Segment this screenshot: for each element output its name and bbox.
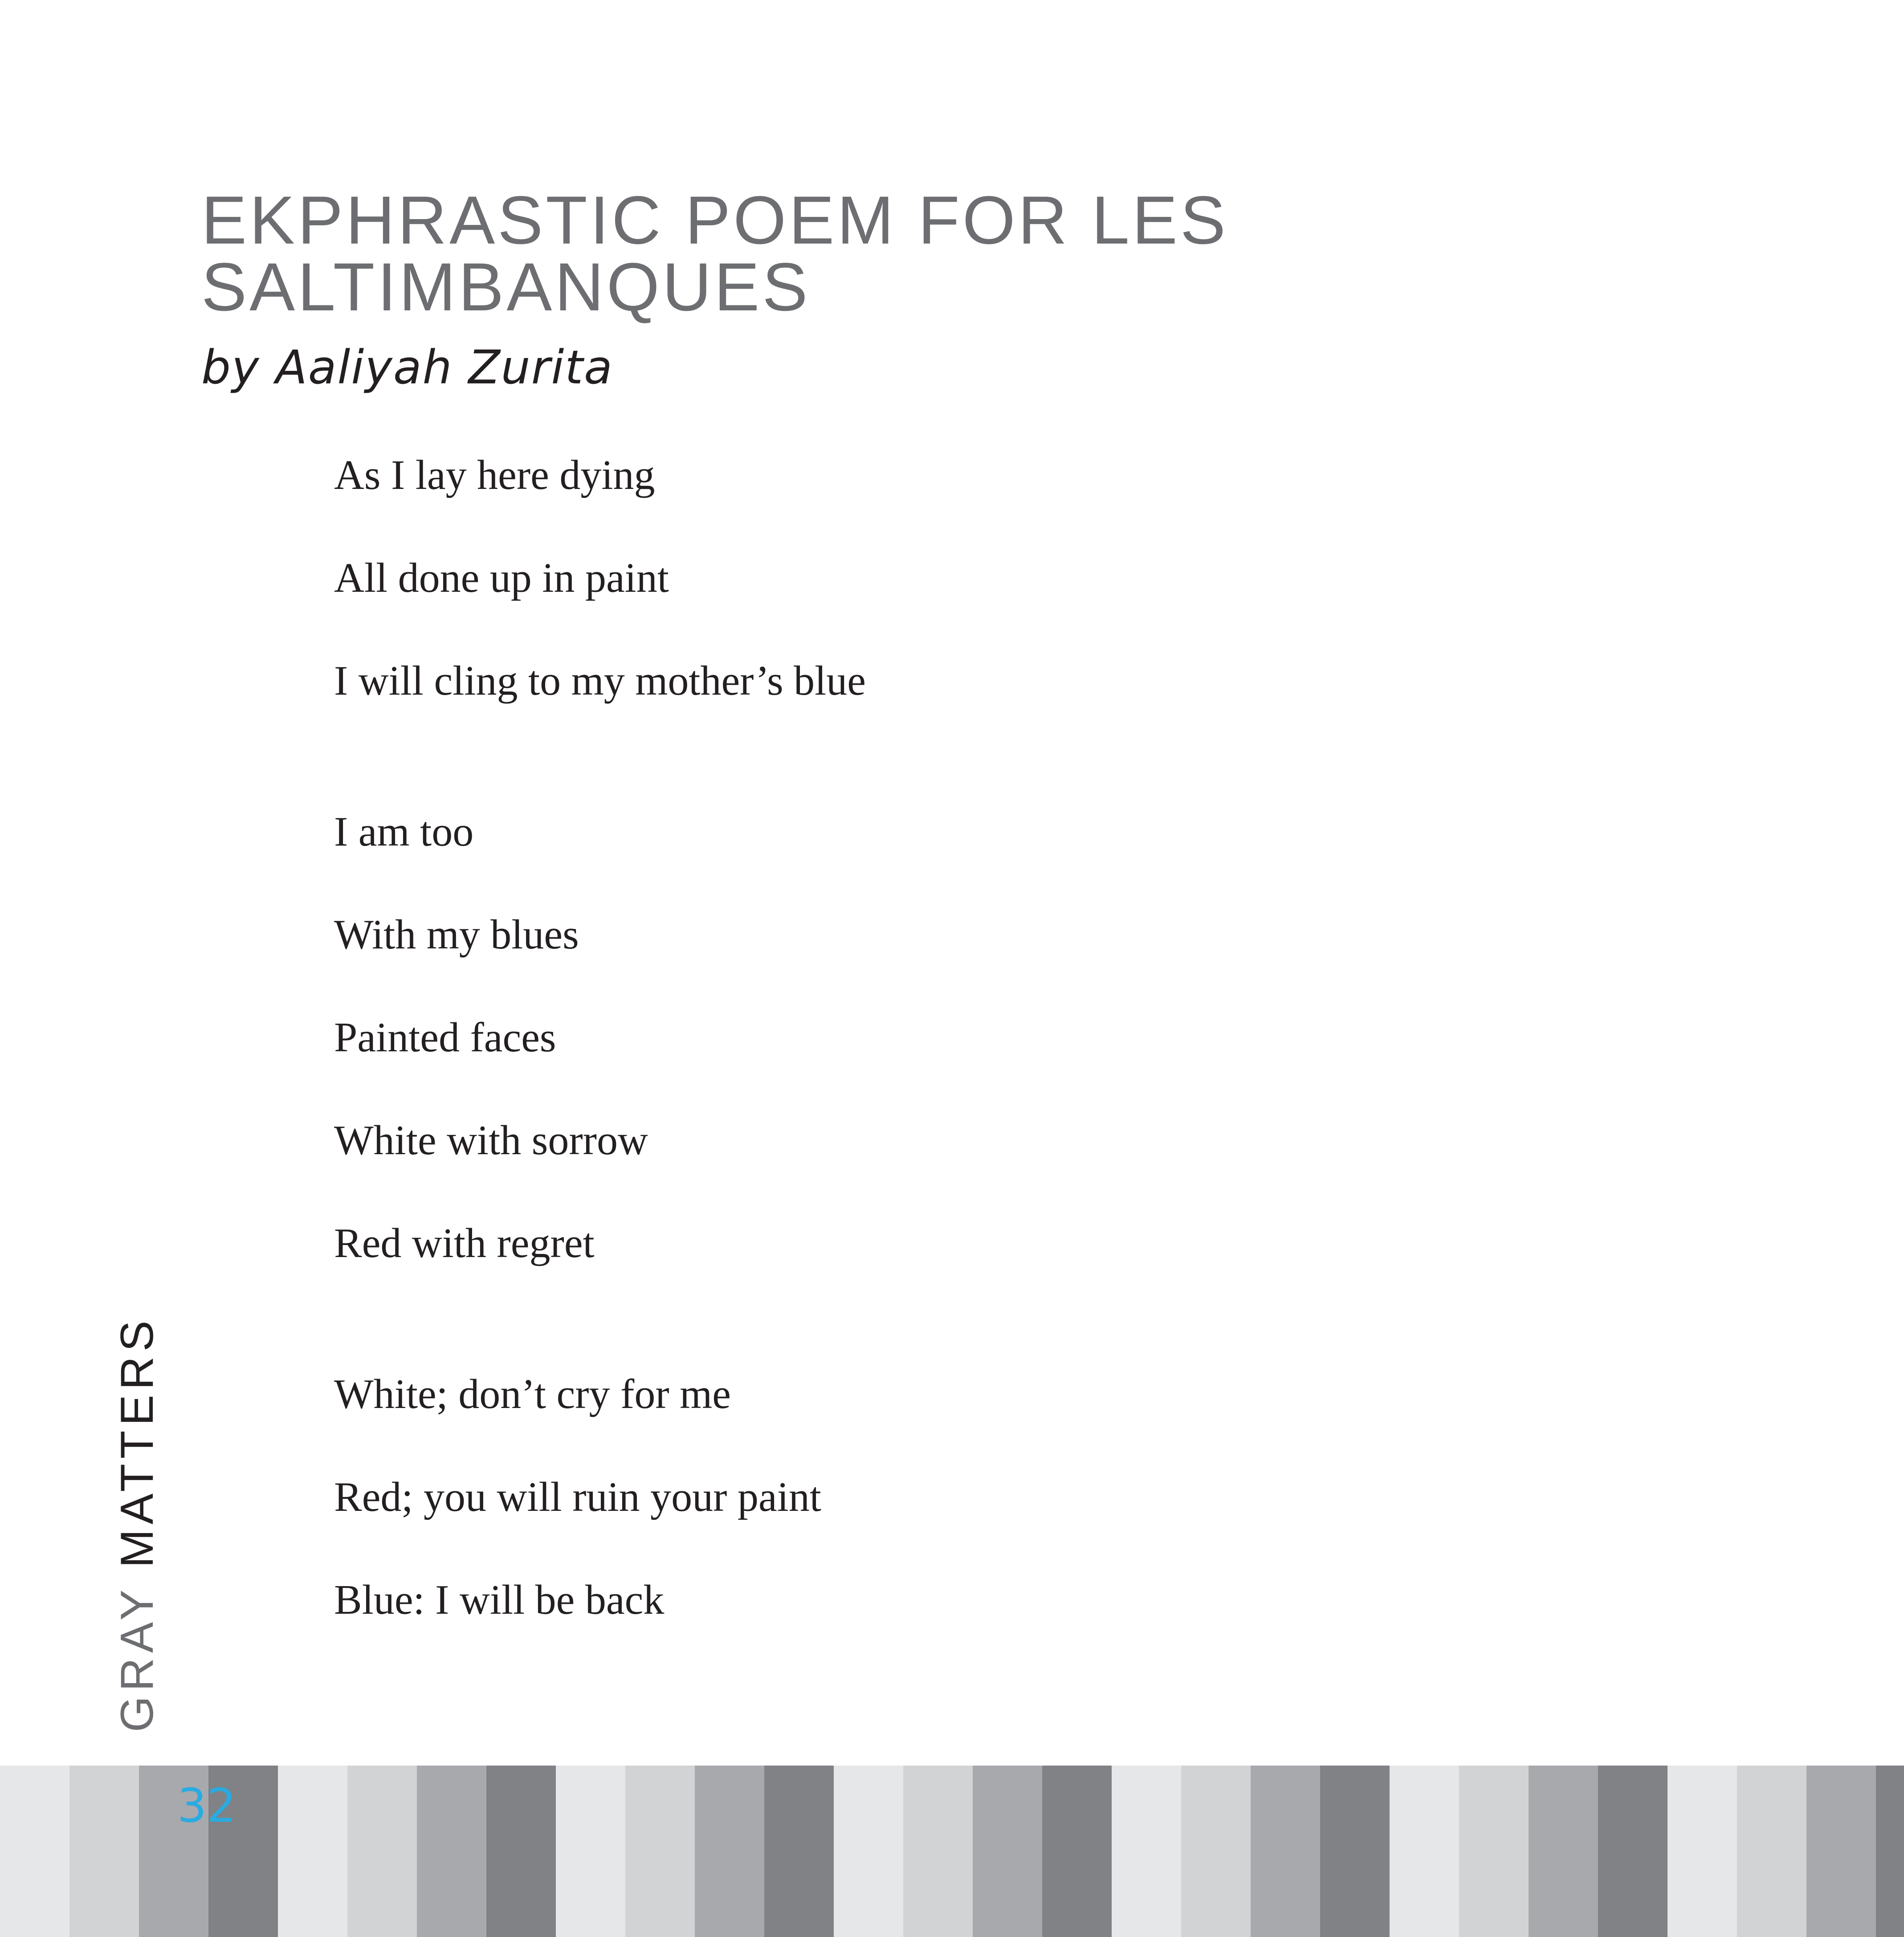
footer-stripe bbox=[695, 1766, 764, 1937]
footer-stripe bbox=[1112, 1766, 1181, 1937]
footer-stripe bbox=[1390, 1766, 1459, 1937]
poem-line: Red with regret bbox=[334, 1220, 595, 1266]
publication-name-gray: GRAY bbox=[111, 1585, 163, 1732]
footer-stripe bbox=[417, 1766, 486, 1937]
footer-stripe bbox=[1042, 1766, 1112, 1937]
publication-name-matters: MATTERS bbox=[111, 1315, 163, 1568]
footer-stripe bbox=[1668, 1766, 1737, 1937]
poem-title-line-2: SALTIMBANQUES bbox=[201, 249, 811, 325]
footer-stripe bbox=[556, 1766, 625, 1937]
footer-stripe bbox=[278, 1766, 347, 1937]
footer-stripe bbox=[1806, 1766, 1876, 1937]
poem-line: White; don’t cry for me bbox=[334, 1371, 731, 1417]
poem-line: With my blues bbox=[334, 912, 579, 958]
page-number: 32 bbox=[177, 1778, 236, 1833]
footer-stripe bbox=[834, 1766, 903, 1937]
poem-line: I am too bbox=[334, 809, 474, 855]
footer-stripe bbox=[1876, 1766, 1904, 1937]
footer-stripe bbox=[1598, 1766, 1668, 1937]
poem-line: As I lay here dying bbox=[334, 452, 655, 498]
footer-stripe bbox=[1459, 1766, 1529, 1937]
footer-stripe bbox=[1737, 1766, 1806, 1937]
footer-stripe bbox=[347, 1766, 417, 1937]
poem-title-line-1: EKPHRASTIC POEM FOR LES bbox=[201, 182, 1228, 258]
footer-stripe bbox=[764, 1766, 834, 1937]
footer-stripe bbox=[1320, 1766, 1390, 1937]
footer-stripe bbox=[1529, 1766, 1598, 1937]
poem-line: Painted faces bbox=[334, 1014, 556, 1061]
footer-stripe bbox=[973, 1766, 1042, 1937]
footer-stripe bbox=[69, 1766, 139, 1937]
footer-stripe bbox=[486, 1766, 556, 1937]
footer-stripe bbox=[1251, 1766, 1320, 1937]
poem-line: I will cling to my mother’s blue bbox=[334, 658, 866, 704]
footer-stripe bbox=[0, 1766, 69, 1937]
poem-title bbox=[201, 182, 1537, 325]
footer-stripe bbox=[903, 1766, 973, 1937]
footer-stripe-band bbox=[0, 1766, 1904, 1937]
poem-line: Red; you will ruin your paint bbox=[334, 1474, 821, 1520]
poem-line: White with sorrow bbox=[334, 1117, 648, 1164]
author-byline: by Aaliyah Zurita bbox=[201, 340, 613, 395]
poem-line: Blue: I will be back bbox=[334, 1577, 665, 1623]
footer-stripe bbox=[625, 1766, 695, 1937]
footer-stripe bbox=[1181, 1766, 1251, 1937]
publication-name bbox=[113, 1316, 162, 1732]
poem-line: All done up in paint bbox=[334, 555, 669, 601]
